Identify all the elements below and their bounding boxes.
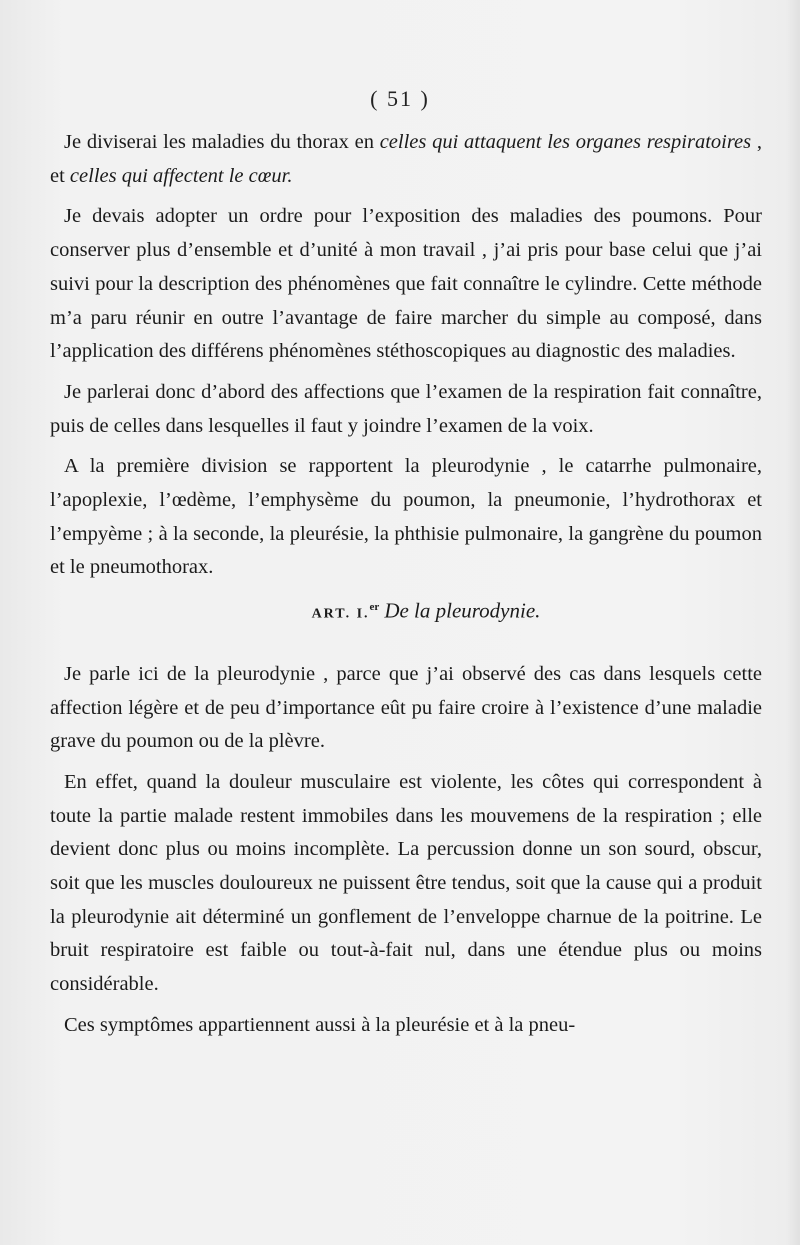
intro-section — [50, 126, 762, 585]
text-body — [50, 126, 762, 1043]
paragraph — [50, 658, 762, 759]
paragraph — [50, 1009, 762, 1043]
article-label: ART. I. — [311, 606, 370, 622]
paragraph — [50, 450, 762, 585]
text-run: Je parle ici de la pleurodynie , parce que j’ai observé des cas dans lesquels cette affection légère et de peu d’importance eût pu faire croire à l’existence d’une maladie grave du poumon ou de la plèvre. — [50, 662, 762, 753]
text-run: Je diviserai les maladies du thorax en — [64, 131, 380, 153]
text-run: Je devais adopter un ordre pour l’exposition des maladies des poumons. Pour conserver plus d’ensemble et d’unité à mon travail , j’ai pris pour base celui que j’ai suivi pour la description des phénomènes que fait connaître le cylindre. Cette méthode m’a paru réunir en outre l’avantage de faire marcher du simple au composé, dans l’application des différens phénomènes stéthoscopiques au diagnostic des maladies. — [50, 205, 762, 363]
italic-text: celles qui affectent le cœur. — [69, 164, 293, 187]
paragraph — [50, 376, 762, 443]
paragraph — [50, 766, 762, 1002]
paragraph — [50, 126, 762, 193]
article-section — [50, 658, 762, 1043]
text-run: , et — [50, 131, 763, 187]
article-title: De la pleurodynie. — [384, 598, 541, 623]
text-run: Ces symptômes appartiennent aussi à la pleurésie et à la pneu- — [64, 1013, 576, 1036]
text-run: A la première division se rapportent la pleurodynie , le catarrhe pulmonaire, l’apoplexie, l’œdème, l’emphysème du poumon, la pneumonie, l’hydrothorax et l’empyème ; à la seconde, la pleurésie, la phthisie pulmonaire, la gangrène du poumon et le pneumothorax. — [50, 455, 762, 579]
article-heading — [50, 590, 762, 632]
italic-text: celles qui attaquent les organes respiratoires — [379, 131, 752, 153]
page-number: ( 51 ) — [370, 86, 430, 111]
page-edge-shadow — [786, 0, 800, 1245]
paragraph — [50, 200, 762, 369]
text-run: Je parlerai donc d’abord des affections que l’examen de la respiration fait connaître, puis de celles dans lesquelles il faut y joindre l’examen de la voix. — [50, 380, 762, 437]
article-label-superscript: er — [369, 601, 380, 614]
text-run: En effet, quand la douleur musculaire est violente, les côtes qui correspondent à toute la partie malade restent immobiles dans les mouvemens de la respiration ; elle devient donc plus ou moins incomplète. La percussion donne un son sourd, obscur, soit que les muscles douloureux ne puissent être tendus, soit que la cause qui a produit la pleurodynie ait déterminé un gonflement de l’enveloppe charnue de la poitrine. Le bruit respiratoire est faible ou tout-à-fait nul, dans une étendue plus ou moins considérable. — [50, 770, 762, 996]
